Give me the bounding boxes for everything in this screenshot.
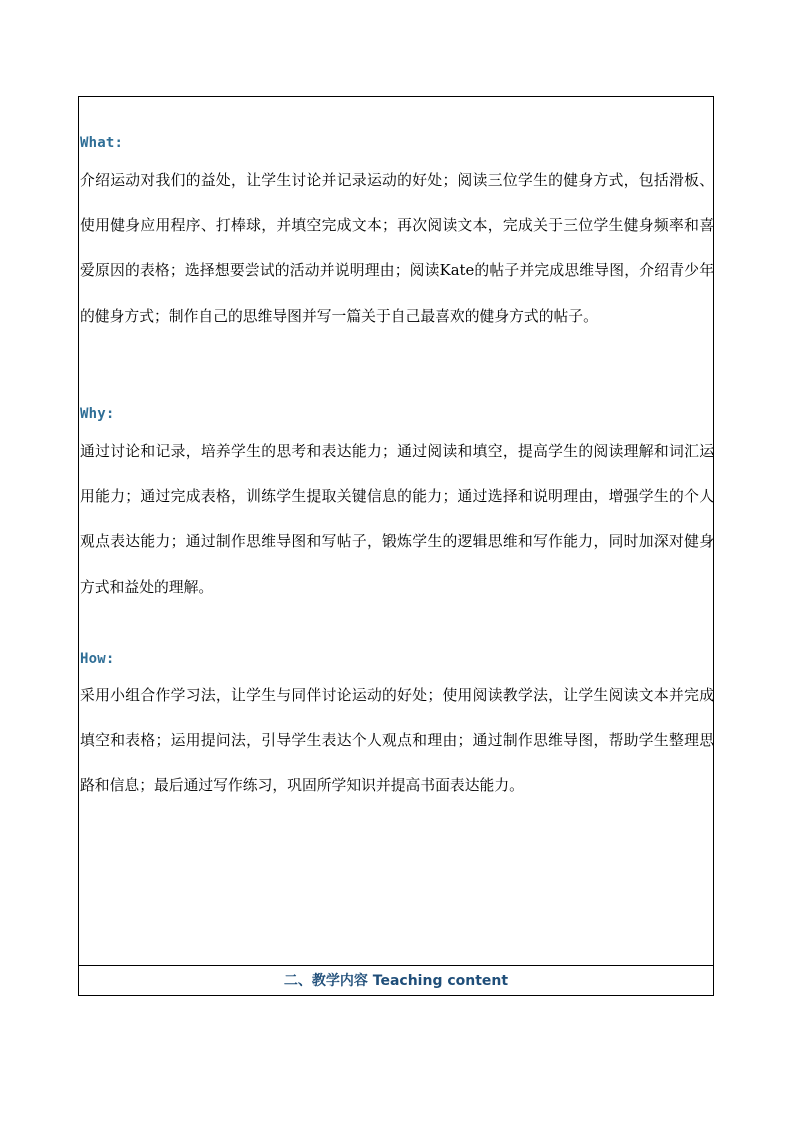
how-heading: How:: [80, 651, 115, 667]
teaching-content-title: 二、教学内容 Teaching content: [283, 973, 509, 989]
lesson-plan-table: [78, 96, 714, 996]
what-heading: What:: [80, 135, 124, 151]
how-paragraph: 采用小组合作学习法，让学生与同伴讨论运动的好处；使用阅读教学法，让学生阅读文本并完成填空和表格；运用提问法，引导学生表达个人观点和理由；通过制作思维导图，帮助学生整理思路和信息；最后通过写作练习，巩固所学知识并提高书面表达能力。: [80, 687, 714, 795]
design-rationale-cell: [79, 97, 713, 966]
teaching-content-header-row: [79, 965, 713, 995]
why-heading: Why:: [80, 406, 115, 422]
what-paragraph: 介绍运动对我们的益处，让学生讨论并记录运动的好处；阅读三位学生的健身方式，包括滑板、使用健身应用程序、打棒球，并填空完成文本；再次阅读文本，完成关于三位学生健身频率和喜爱原因的表格；选择想要尝试的活动并说明理由；阅读Kate的帖子并完成思维导图，介绍青少年的健身方式；制作自己的思维导图并写一篇关于自己最喜欢的健身方式的帖子。: [80, 172, 714, 325]
why-paragraph: 通过讨论和记录，培养学生的思考和表达能力；通过阅读和填空，提高学生的阅读理解和词汇运用能力；通过完成表格，训练学生提取关键信息的能力；通过选择和说明理由，增强学生的个人观点表达能力；通过制作思维导图和写帖子，锻炼学生的逻辑思维和写作能力，同时加深对健身方式和益处的理解。: [80, 443, 714, 596]
